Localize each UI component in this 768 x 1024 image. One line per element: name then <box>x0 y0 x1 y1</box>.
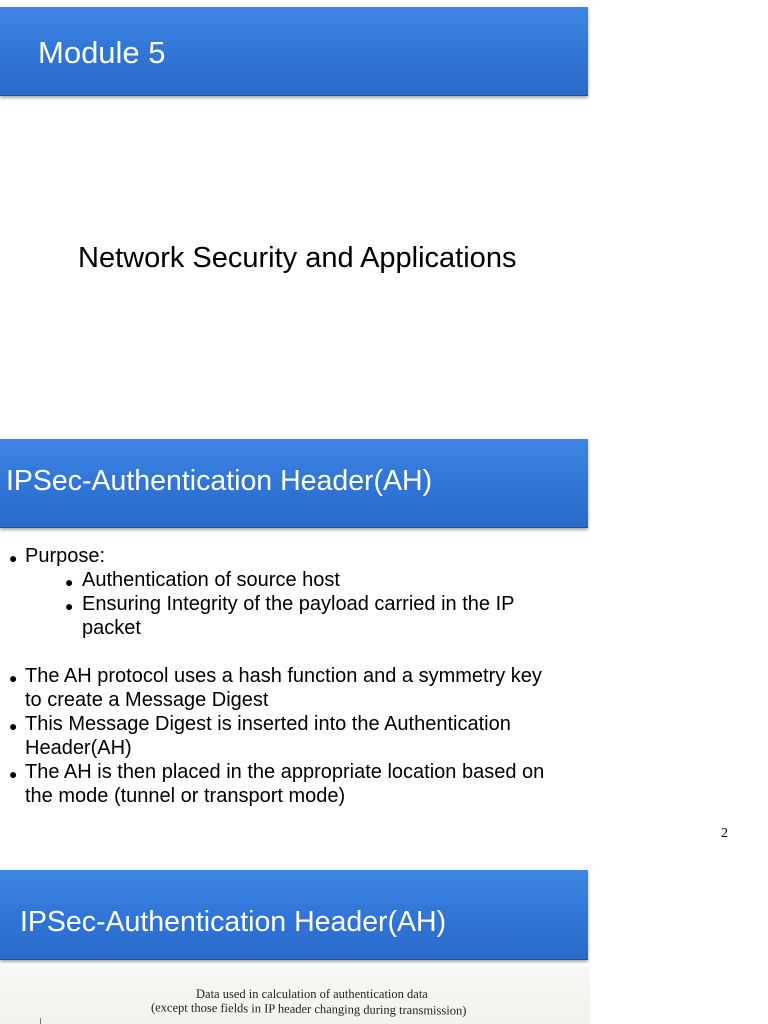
bullet-text: This Message Digest is inserted into the Authentication <box>25 713 511 735</box>
figure-tick-mark <box>40 1018 41 1024</box>
bullet-text: Authentication of source host <box>82 569 340 591</box>
bullet-ah-hash <box>0 664 590 712</box>
bullet-text-continued: to create a Message Digest <box>25 689 269 711</box>
bullet-text-continued: Header(AH) <box>25 737 132 759</box>
slide-1-header-banner <box>0 7 588 96</box>
bullet-dot: ● <box>9 550 18 566</box>
sub-bullet-authentication <box>0 568 590 592</box>
scanned-figure <box>0 966 590 1024</box>
slide-2-title: IPSec-Authentication Header(AH) <box>6 465 433 497</box>
bullet-dot: ● <box>9 718 18 734</box>
bullet-dot: ● <box>9 670 18 686</box>
bullet-purpose <box>0 544 590 568</box>
slide-2-header-banner <box>0 439 588 528</box>
slide-1-title: Module 5 <box>38 35 166 70</box>
sub-bullet-integrity <box>0 592 590 640</box>
figure-caption-line-2: (except those fields in IP header changing during transmission) <box>150 1000 467 1018</box>
bullet-digest-inserted <box>0 712 590 760</box>
bullet-text-continued: the mode (tunnel or transport mode) <box>25 785 346 807</box>
slide-1-subtitle: Network Security and Applications <box>78 242 517 274</box>
bullet-dot: ● <box>65 574 74 590</box>
bullet-dot: ● <box>65 598 74 614</box>
bullet-dot: ● <box>9 766 18 782</box>
slide-3-header-banner <box>0 870 588 960</box>
bullet-text: The AH protocol uses a hash function and a symmetry key <box>25 665 542 687</box>
bullet-ah-placement <box>0 760 590 808</box>
figure-caption-line-1: Data used in calculation of authentication data <box>196 987 428 1001</box>
slide-3-title: IPSec-Authentication Header(AH) <box>20 906 447 938</box>
bullet-text-continued: packet <box>82 617 141 639</box>
slide-2-bullet-list <box>0 544 590 808</box>
bullet-text: Ensuring Integrity of the payload carried in the IP <box>82 593 515 615</box>
bullet-text: The AH is then placed in the appropriate location based on <box>25 761 545 783</box>
bullet-text: Purpose: <box>25 545 106 567</box>
page-number: 2 <box>721 826 728 841</box>
